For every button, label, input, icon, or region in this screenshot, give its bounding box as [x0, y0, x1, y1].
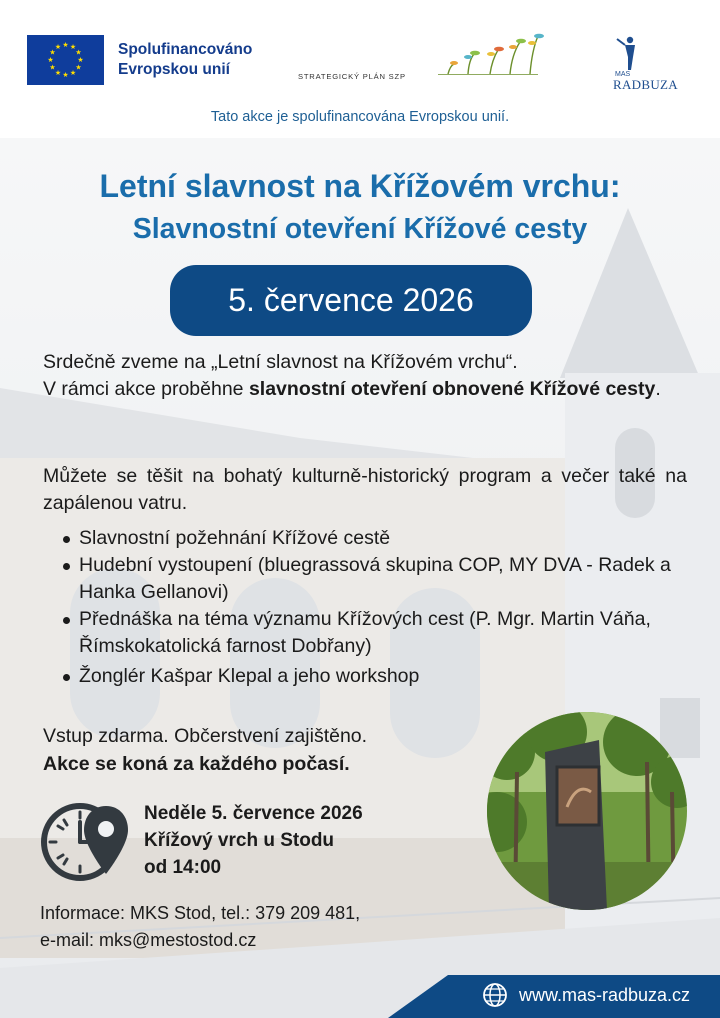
mas-name: RADBUZA	[613, 77, 678, 92]
eu-line-2: Evropskou unií	[118, 61, 230, 78]
intro-period: .	[655, 378, 661, 400]
eu-line-1: Spolufinancováno	[118, 41, 253, 58]
contact-phone: Informace: MKS Stod, tel.: 379 209 481,	[40, 903, 361, 923]
svg-text:★: ★	[54, 43, 62, 51]
svg-text:★: ★	[75, 48, 82, 57]
svg-text:★: ★	[47, 56, 54, 64]
page-title: Letní slavnost na Křížovém vrchu:	[99, 168, 621, 204]
sapling-icon	[298, 30, 548, 75]
page-subtitle: Slavnostní otevření Křížové cesty	[132, 213, 588, 245]
mas-radbuza-logo	[603, 35, 693, 90]
weather-note: Akce se koná za každého počasí.	[43, 753, 350, 775]
program-item: Žonglér Kašpar Klepal a jeho workshop	[79, 663, 699, 690]
contact-email: e-mail: mks@mestostod.cz	[40, 930, 257, 950]
event-place: Křížový vrch u Stodu	[144, 830, 335, 851]
program-item: Slavnostní požehnání Křížové cestě	[79, 525, 699, 552]
intro-sentence-1: Srdečně zveme na „Letní slavnost na Křížovém vrchu“.	[43, 351, 518, 373]
svg-text:★: ★	[69, 69, 77, 77]
website-link[interactable]: www.mas-radbuza.cz	[519, 985, 691, 1005]
event-day: Neděle 5. července 2026	[144, 803, 363, 824]
globe-icon	[482, 982, 508, 1008]
event-date-badge: 5. července 2026	[170, 265, 532, 336]
svg-text:★: ★	[69, 43, 77, 51]
mas-prefix: MAS	[615, 71, 631, 78]
event-details	[144, 800, 363, 881]
intro-highlight: slavnostní otevření obnovené Křížové cesty	[248, 378, 656, 400]
svg-text:★: ★	[77, 56, 84, 64]
event-time: od 14:00	[144, 857, 222, 878]
program-item: Hudební vystoupení (bluegrassová skupina COP, MY DVA - Radek a Hanka Gellanovi)	[79, 552, 699, 606]
cofinanced-notice: Tato akce je spolufinancována Evropskou unií.	[210, 109, 510, 125]
svg-text:★: ★	[49, 48, 56, 57]
eu-flag-icon	[27, 35, 104, 85]
svg-text:★: ★	[75, 63, 82, 72]
svg-text:★: ★	[62, 71, 69, 79]
svg-text:★: ★	[62, 41, 69, 49]
contact-info	[40, 900, 360, 954]
eu-cofinancing-label	[118, 40, 252, 80]
ssp-label: STRATEGICKÝ PLÁN SZP	[298, 72, 406, 81]
svg-text:★: ★	[49, 63, 56, 72]
ssp-logo	[298, 30, 548, 90]
intro-paragraph	[43, 349, 687, 403]
header	[0, 0, 720, 138]
program-intro: Můžete se těšit na bohatý kulturně-historický program a večer také na zapálenou vatru.	[43, 465, 687, 514]
program-item: Přednáška na téma významu Křížových cest (P. Mgr. Martin Váňa, Římskokatolická farnost Dobřany)	[79, 606, 699, 660]
entry-note: Vstup zdarma. Občerstvení zajištěno.	[43, 725, 368, 747]
figure-icon	[613, 35, 643, 71]
clock-location-icon	[40, 800, 132, 884]
svg-text:★: ★	[54, 69, 62, 77]
stations-photo	[487, 712, 687, 910]
intro-sentence-2: V rámci akce proběhne	[43, 378, 249, 400]
